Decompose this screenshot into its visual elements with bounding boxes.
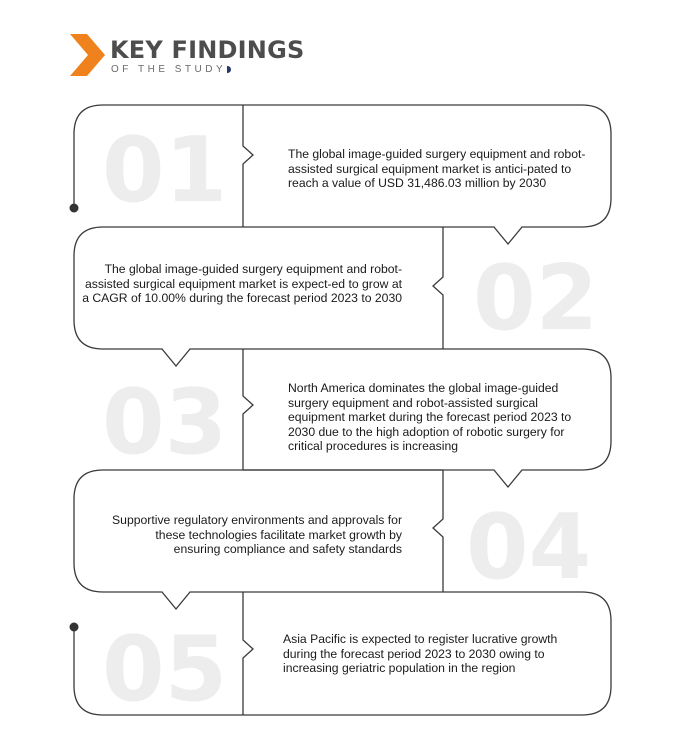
finding-number-3: 03	[102, 370, 228, 475]
finding-text-4: Supportive regulatory environments and approvals for these technologies facilitate market growth by ensuring compliance and safety standards	[112, 513, 402, 557]
finding-text-5: Asia Pacific is expected to register lucrative growth during the forecast period 2023 to 2030 owing to increasing geriatric population in the region	[283, 632, 558, 676]
page-subtitle: OF THE STUDY	[111, 64, 231, 75]
finding-text-1: The global image-guided surgery equipment and robot-assisted surgical equipment market is antici-pated to reach a value of USD 31,486.03 million by 2030	[288, 147, 586, 191]
start-dot	[70, 204, 79, 213]
finding-divider-4	[433, 470, 443, 592]
finding-number-2: 02	[473, 246, 599, 351]
finding-divider-1	[243, 105, 253, 227]
page-title: KEY FINDINGS	[110, 36, 305, 64]
finding-divider-3	[243, 349, 253, 470]
finding-text-2: The global image-guided surgery equipment and robot-assisted surgical equipment market is expect-ed to grow at a CAGR of 10.00% during the forecast period 2023 to 2030	[82, 262, 402, 306]
end-dot	[70, 623, 79, 632]
finding-number-4: 04	[466, 495, 592, 600]
finding-number-5: 05	[102, 617, 228, 722]
finding-divider-5	[243, 592, 253, 715]
finding-text-3: North America dominates the global image-guided surgery equipment and robot-assisted surgical equipment market during the forecast period 2023 to 2030 due to the high adoption of robotic surgery for critical procedures is increasing	[288, 381, 572, 454]
finding-divider-2	[433, 227, 443, 349]
finding-number-1: 01	[102, 118, 228, 223]
